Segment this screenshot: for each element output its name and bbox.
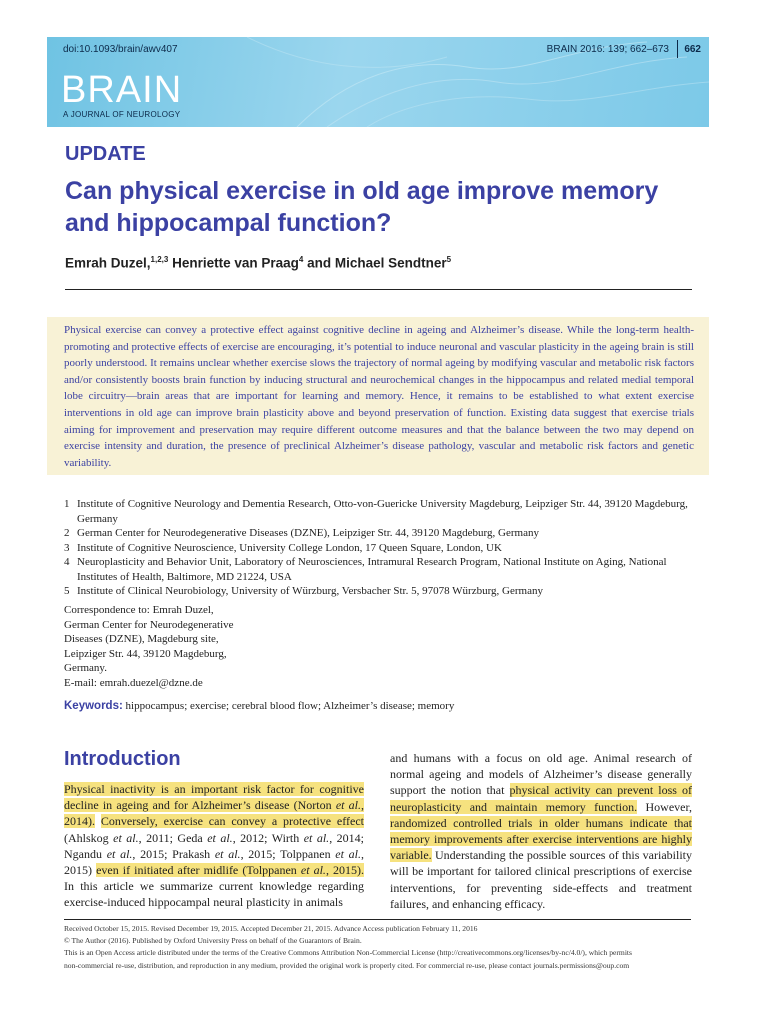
introduction-right-column — [390, 750, 692, 912]
footer-line: Received October 15, 2015. Revised December 19, 2015. Accepted December 21, 2015. Advance Access publication February 11, 2016 — [64, 924, 478, 933]
introduction-left-column — [64, 781, 364, 911]
author-affiliation-marker: 5 — [446, 255, 452, 264]
footer-line: This is an Open Access article distributed under the terms of the Creative Commons Attribution Non-Commercial License (http://creativecommons.org/licenses/by-nc/4.0/), which permits — [64, 948, 632, 958]
footer-line: non-commercial re-use, distribution, and reproduction in any medium, provided the original work is properly cited. For commercial re-use, please contact journals.permissions@oup.com — [64, 960, 630, 970]
highlighted-text: physical activity can prevent loss of neuroplasticity and maintain memory function. — [390, 783, 692, 814]
footer-notes — [64, 923, 704, 972]
affiliation-number: 1 — [64, 498, 70, 510]
body-text: , 2011; Geda — [138, 830, 208, 845]
introduction-heading: Introduction — [64, 748, 181, 770]
body-text: However, — [637, 799, 693, 814]
page-number: 662 — [684, 44, 701, 55]
affiliation-number: 3 — [64, 541, 70, 554]
highlighted-text: et al. — [300, 863, 326, 878]
body-text: , 2012; Wirth — [232, 830, 304, 845]
body-text: , 2015; Prakash — [132, 846, 215, 861]
highlighted-text: et al. — [335, 798, 362, 813]
footer-divider — [64, 919, 691, 920]
body-text: , 2014; Ngandu — [64, 830, 364, 861]
body-text: (Ahlskog — [64, 830, 114, 845]
highlighted-text: Physical inactivity is an important risk factor for cognitive decline in ageing and for Alzheimer’s disease (Norton — [64, 782, 364, 813]
affiliation-text: German Center for Neurodegenerative Diseases (DZNE), Leipziger Str. 44, 39120 Magdeburg, Germany — [77, 527, 539, 539]
author-affiliation-marker: 1,2,3 — [150, 255, 169, 264]
body-text: , 2015) — [64, 846, 364, 878]
body-text: et al. — [113, 830, 139, 845]
body-text: et al. — [303, 830, 330, 845]
title-divider — [65, 289, 692, 290]
keywords-label: Keywords: — [64, 700, 123, 712]
highlighted-text: , 2015). — [325, 863, 364, 878]
affiliation-text: Institute of Cognitive Neuroscience, University College London, 17 Queen Square, London, UK — [77, 541, 502, 554]
author-name[interactable]: Michael Sendtner — [334, 255, 447, 271]
journal-banner — [47, 37, 709, 127]
author-affiliation-marker: 4 — [298, 255, 304, 264]
highlighted-text: randomized controlled trials in older humans indicate that memory improvements after exercise interventions are highly variable. — [390, 815, 692, 863]
header-divider — [677, 40, 678, 58]
affiliation-item — [64, 555, 704, 584]
correspondence-line: Leipziger Str. 44, 39120 Magdeburg, — [64, 647, 227, 660]
correspondence-email[interactable]: E-mail: emrah.duezel@dzne.de — [64, 676, 203, 689]
affiliation-number: 4 — [64, 556, 70, 568]
doi[interactable]: doi:10.1093/brain/awv407 — [63, 44, 178, 55]
article-section: UPDATE — [65, 143, 146, 165]
keywords-text: hippocampus; exercise; cerebral blood flow; Alzheimer’s disease; memory — [122, 700, 455, 712]
highlighted-text: Conversely, exercise can convey a protective effect — [100, 814, 364, 829]
affiliation-text: Institute of Clinical Neurobiology, University of Würzburg, Versbacher Str. 5, 97078 Würzburg, Germany — [77, 585, 543, 597]
affiliation-item — [64, 526, 704, 541]
author-list — [65, 255, 451, 271]
body-text: et al. — [335, 846, 361, 861]
journal-logo: BRAIN — [61, 69, 183, 111]
footer-line: © The Author (2016). Published by Oxford University Press on behalf of the Guarantors of Brain. — [64, 936, 362, 946]
correspondence-block — [64, 603, 234, 691]
affiliation-text: Neuroplasticity and Behavior Unit, Laboratory of Neurosciences, Intramural Research Program, National Institute on Aging, National Institutes of Health, Baltimore, MD 21224, USA — [77, 556, 667, 583]
journal-subtitle: A JOURNAL OF NEUROLOGY — [63, 110, 181, 119]
abstract-box — [47, 317, 709, 475]
abstract-text: Physical exercise can convey a protective effect against cognitive decline in ageing and Alzheimer’s disease. While the long-term health-promoting and protective effects of exercise are encouraging, it’s potential to induce neuronal and vascular plasticity in the ageing brain is still poorly understood. It remains unclear whether exercise slows the trajectory of normal ageing by modifying vascular and metabolic risk factors and/or consistently boosts brain function by inducing structural and neurochemical changes in the hippocampus and related medial temporal lobe circuitry—brain areas that are important for learning and memory. Hence, it remains to be established to what extent exercise interventions in old age can improve brain plasticity above and beyond preservation of function. Existing data suggest that exercise trials aiming for improvement and preservation may require different outcome measures and that the balance between the two may depend on exercise intensity and duration, the presence of preclinical Alzheimer’s disease pathology, vascular and metabolic risk factors and genetic variability. — [64, 324, 694, 469]
correspondence-line: German Center for Neurodegenerative — [64, 618, 234, 631]
journal-citation: BRAIN 2016: 139; 662–673 — [546, 44, 669, 55]
affiliation-item — [64, 584, 704, 599]
keywords — [64, 700, 454, 712]
affiliation-number: 2 — [64, 527, 70, 539]
author-name[interactable]: Emrah Duzel, — [65, 255, 151, 271]
affiliation-text: Institute of Cognitive Neurology and Dementia Research, Otto-von-Guericke University Magdeburg, Leipziger Str. 44, 39120 Magdeburg, Germany — [77, 498, 688, 525]
affiliation-number: 5 — [64, 585, 70, 597]
article-title: Can physical exercise in old age improve memory and hippocampal function? — [65, 177, 659, 237]
correspondence-line: Correspondence to: Emrah Duzel, — [64, 604, 214, 616]
highlighted-text: , 2014). — [64, 798, 365, 829]
body-text — [95, 814, 101, 828]
highlighted-text: even if initiated after midlife (Tolppanen — [96, 863, 301, 878]
author-separator: and — [303, 255, 335, 271]
body-text: et al. — [214, 846, 241, 861]
correspondence-line: Diseases (DZNE), Magdeburg site, — [64, 633, 219, 646]
affiliation-list — [64, 497, 704, 599]
body-text: , 2015; Tolppanen — [240, 846, 336, 861]
correspondence-line: Germany. — [64, 662, 107, 675]
author-name[interactable]: Henriette van Praag — [172, 255, 299, 271]
body-text: et al. — [106, 846, 133, 861]
body-text: In this article we summarize current knowledge regarding exercise-induced hippocampal neural plasticity in animals — [64, 879, 364, 910]
affiliation-item — [64, 497, 704, 526]
body-text: and humans with a focus on old age. Animal research of normal ageing and models of Alzheimer’s disease generally support the notion that — [390, 751, 692, 798]
affiliation-item — [64, 541, 704, 556]
body-text: et al. — [207, 830, 233, 845]
body-text: Understanding the possible sources of this variability will be important for tailored clinical prescriptions of exercise interventions, for preventing side-effects and treatment failures, and enhancing efficacy. — [390, 848, 692, 911]
